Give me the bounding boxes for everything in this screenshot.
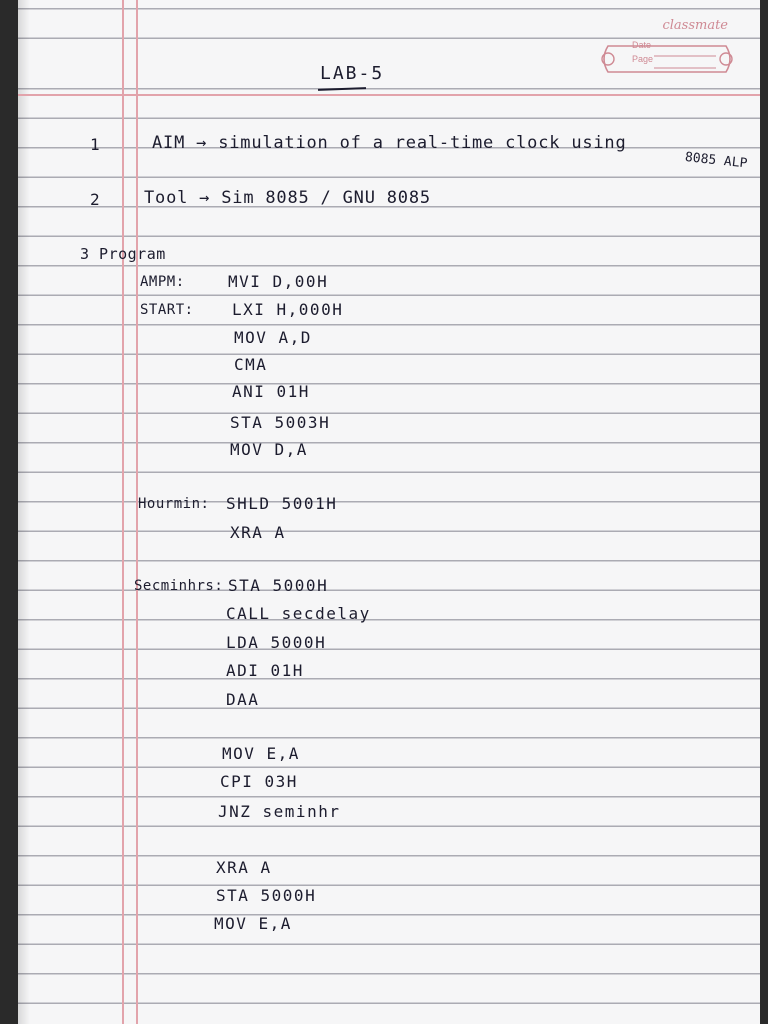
- aim-number: 1: [90, 135, 102, 154]
- title-underline: [318, 87, 366, 91]
- brand-name: classmate: [662, 18, 728, 33]
- code-instruction: STA 5000H: [216, 886, 317, 905]
- code-instruction: ADI 01H: [226, 661, 304, 680]
- page-title: LAB-5: [320, 63, 385, 84]
- program-heading: 3 Program: [80, 245, 166, 263]
- code-instruction: MOV A,D: [234, 328, 312, 347]
- code-instruction: XRA A: [216, 858, 272, 877]
- code-label: Hourmin:: [138, 496, 210, 512]
- code-instruction: MVI D,00H: [228, 272, 329, 291]
- page-label: Page: [632, 54, 654, 64]
- code-instruction: SHLD 5001H: [226, 494, 338, 513]
- brand-stamp: [596, 12, 746, 92]
- tool-text: Tool → Sim 8085 / GNU 8085: [144, 188, 431, 208]
- header-line: [18, 94, 760, 96]
- code-instruction: CMA: [234, 355, 268, 374]
- code-instruction: CALL secdelay: [226, 604, 371, 623]
- code-instruction: STA 5000H: [228, 576, 329, 595]
- margin-line: [122, 0, 124, 1024]
- code-instruction: ANI 01H: [232, 382, 310, 401]
- code-instruction: CPI 03H: [220, 772, 298, 791]
- code-instruction: XRA A: [230, 523, 286, 542]
- code-label: Secminhrs:: [134, 578, 224, 594]
- code-label: AMPM:: [140, 274, 185, 290]
- code-label: START:: [140, 302, 194, 318]
- code-instruction: STA 5003H: [230, 413, 331, 432]
- code-instruction: LDA 5000H: [226, 633, 327, 652]
- code-instruction: MOV E,A: [214, 914, 292, 933]
- code-instruction: MOV D,A: [230, 440, 308, 459]
- aim-text: AIM → simulation of a real-time clock using: [152, 133, 627, 153]
- tool-number: 2: [90, 190, 102, 209]
- notebook-page: [18, 0, 760, 1024]
- date-label: Date: [632, 40, 652, 50]
- aim-tail: 8085 ALP: [684, 149, 749, 172]
- code-instruction: JNZ seminhr: [218, 802, 341, 821]
- code-instruction: MOV E,A: [222, 744, 300, 763]
- code-instruction: LXI H,000H: [232, 300, 344, 319]
- scroll-icon: [598, 34, 738, 84]
- code-instruction: DAA: [226, 690, 260, 709]
